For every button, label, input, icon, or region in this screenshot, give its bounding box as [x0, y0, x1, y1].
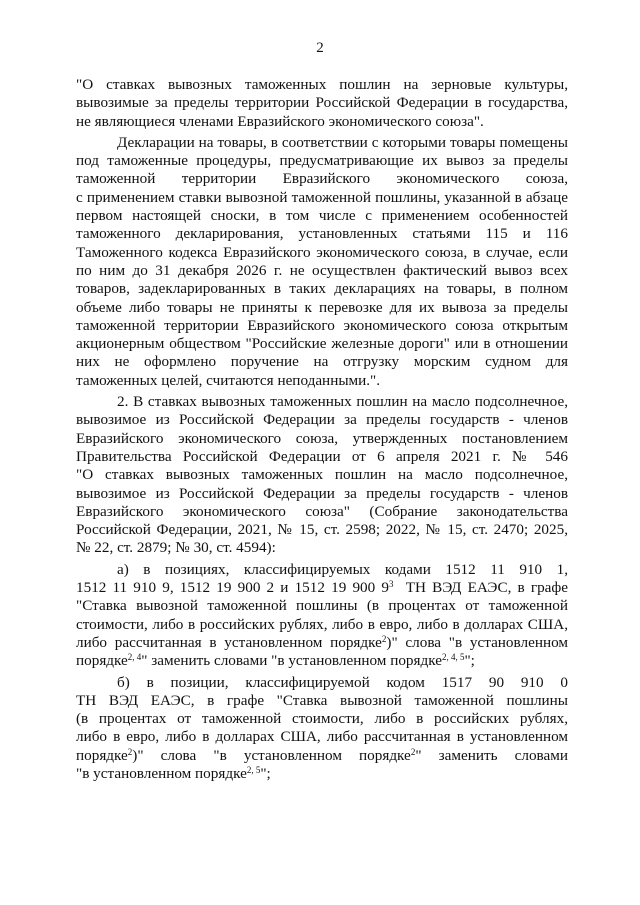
- text-fragment: ";: [464, 652, 475, 670]
- text-line: Евразийского экономического союза, утвержденных постановлением: [76, 429, 568, 447]
- text-fragment: порядке: [76, 746, 128, 764]
- text-line: вывозимое из Российской Федерации за пределы государств - членов: [76, 484, 568, 502]
- text-line: первом настоящей сноски, в том числе с применением особенностей: [76, 207, 568, 225]
- text-fragment: либо рассчитанная в установленном порядке: [76, 633, 382, 651]
- text-line: таможенной территории Евразийского экономического союза,: [76, 170, 568, 188]
- text-fragment: порядке: [76, 652, 128, 670]
- text-line: [76, 747, 568, 765]
- document-body: [76, 76, 568, 783]
- text-fragment: ";: [260, 764, 271, 782]
- text-line: [76, 765, 568, 783]
- paragraph-footnote-title: [76, 76, 568, 131]
- text-line: "О ставках вывозных таможенных пошлин на масло подсолнечное,: [76, 466, 568, 484]
- text-fragment: )" слова "в установленном: [386, 633, 568, 651]
- text-line: с применением ставки вывозной таможенной пошлины, указанной в абзаце: [76, 188, 568, 206]
- text-line: Декларации на товары, в соответствии с которыми товары помещены: [117, 133, 568, 151]
- text-line: них не оформлено поручение на отгрузку морским судном для: [76, 353, 568, 371]
- text-fragment: " заменить словами: [415, 746, 568, 764]
- text-fragment: ТН ВЭД ЕАЭС, в графе: [405, 579, 568, 597]
- page-number: 2: [316, 40, 324, 56]
- paragraph-item-2: [76, 393, 568, 558]
- text-line: товаров, задекларированных в таких декларациях на товары, в полном: [76, 280, 568, 298]
- text-line: Евразийского экономического союза" (Собрание законодательства: [76, 502, 568, 520]
- text-line: а) в позициях, классифицируемых кодами 1512 11 910 1,: [117, 560, 568, 578]
- paragraph-declarations: [76, 134, 568, 390]
- footnote-marker: 2, 4: [127, 652, 142, 663]
- text-line: "О ставках вывозных таможенных пошлин на зерновые культуры,: [76, 76, 568, 93]
- text-line: б) в позиции, классифицируемой кодом 1517 90 910 0: [117, 673, 568, 691]
- footnote-marker: 3: [388, 579, 394, 590]
- text-line: [76, 634, 568, 652]
- text-line: таможенных целей, считаются неподанными.".: [76, 371, 381, 389]
- text-line: (в процентах от таможенной стоимости, либо в российских рублях,: [76, 710, 568, 728]
- text-line: объеме либо товары не приняты к перевозке для их вывоза за пределы: [76, 298, 568, 316]
- footnote-marker: 2: [381, 633, 387, 644]
- text-line: [76, 652, 568, 670]
- text-line: не являющиеся членами Евразийского экономического союза".: [76, 112, 484, 130]
- text-line: Правительства Российской Федерации от 6 апреля 2021 г. № 546: [76, 447, 568, 465]
- footnote-marker: 2: [127, 746, 133, 757]
- text-line: ТН ВЭД ЕАЭС, в графе "Ставка вывозной таможенной пошлины: [76, 691, 568, 709]
- text-line: "Ставка вывозной таможенной пошлины (в процентах от таможенной: [76, 597, 568, 615]
- footnote-marker: 2: [410, 746, 416, 757]
- text-line: таможенной территории Евразийского экономического союза открытым: [76, 316, 568, 334]
- text-line: Таможенного кодекса Евразийского экономического союза, в случае, если: [76, 243, 568, 261]
- text-fragment: "в установленном порядке: [76, 764, 247, 782]
- text-fragment: )" слова "в установленном порядке: [132, 746, 411, 764]
- text-line: под таможенные процедуры, предусматривающие их вывоз за пределы: [76, 152, 568, 170]
- text-fragment: 1512 11 910 9, 1512 19 900 2 и 1512 19 900 9: [76, 579, 389, 597]
- text-fragment: " заменить словами "в установленном порядке: [141, 652, 442, 670]
- text-line: [76, 579, 568, 597]
- text-line: № 22, ст. 2879; № 30, ст. 4594):: [76, 539, 276, 557]
- text-line: Российской Федерации, 2021, № 15, ст. 2598; 2022, № 15, ст. 2470; 2025,: [76, 521, 568, 539]
- text-line: таможенного декларирования, установленных статьями 115 и 116: [76, 225, 568, 243]
- text-line: 2. В ставках вывозных таможенных пошлин на масло подсолнечное,: [117, 393, 568, 411]
- text-line: вывозимые за пределы территории Российской Федерации в государства,: [76, 94, 568, 112]
- footnote-marker: 2, 4, 5: [441, 652, 465, 663]
- paragraph-subitem-a: [76, 561, 568, 671]
- paragraph-subitem-b: [76, 674, 568, 784]
- footnote-marker: 2, 5: [246, 764, 261, 775]
- text-line: вывозимое из Российской Федерации за пределы государств - членов: [76, 411, 568, 429]
- text-line: акционерным обществом "Российские железные дороги" или в отношении: [76, 335, 568, 353]
- text-line: либо в евро, либо в долларах США, либо рассчитанная в установленном: [76, 728, 568, 746]
- text-line: стоимости, либо в российских рублях, либо в евро, либо в долларах США,: [76, 615, 568, 633]
- text-line: по ним до 31 декабря 2026 г. не осуществлен фактический вывоз всех: [76, 261, 568, 279]
